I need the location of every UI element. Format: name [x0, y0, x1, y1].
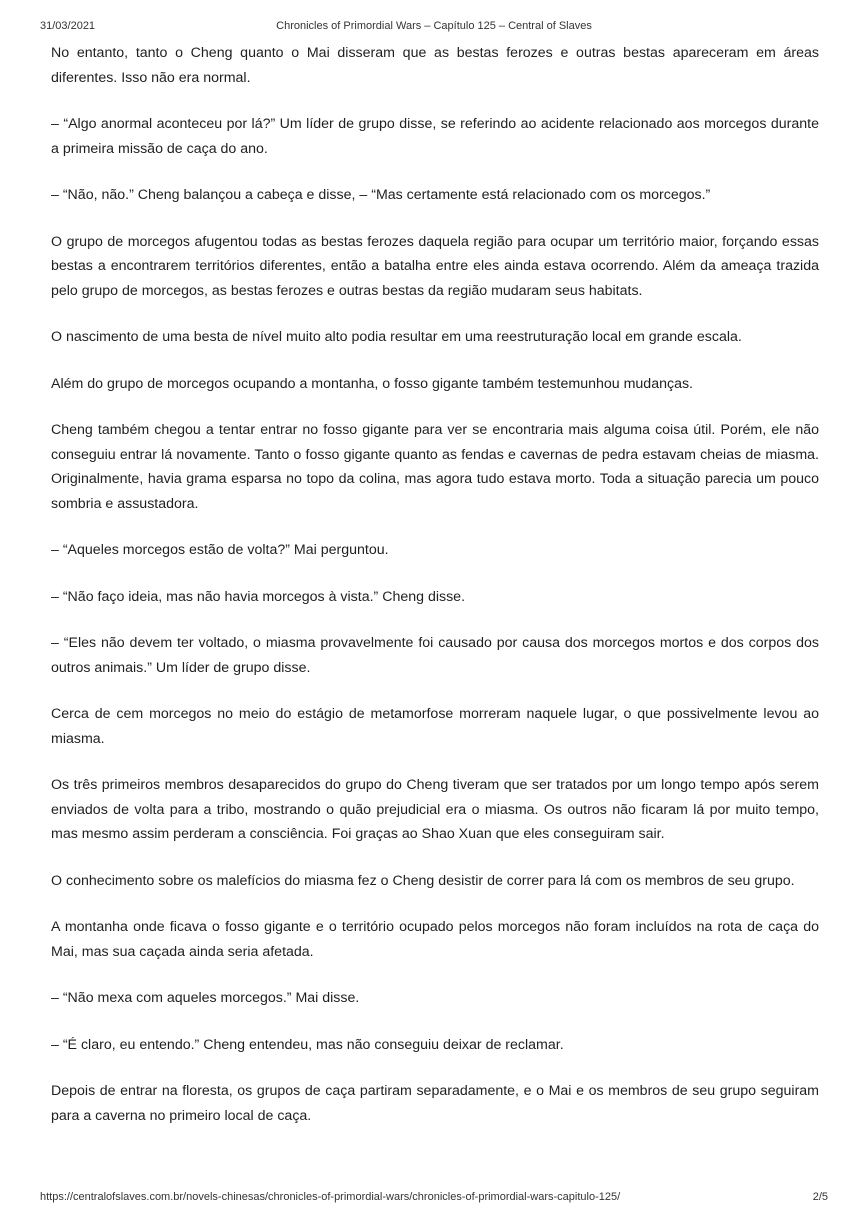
- page-number: 2/5: [812, 1191, 828, 1203]
- paragraph: – “Não mexa com aqueles morcegos.” Mai disse.: [51, 990, 360, 1006]
- paragraph: No entanto, tanto o Cheng quanto o Mai disseram que as bestas ferozes e outras bestas apareceram em áreas diferentes. Isso não era normal.: [51, 45, 819, 86]
- paragraph: O conhecimento sobre os malefícios do miasma fez o Cheng desistir de correr para lá com os membros de seu grupo.: [51, 872, 795, 889]
- paragraph: Os três primeiros membros desaparecidos do grupo do Cheng tiveram que ser tratados por um longo tempo após serem enviados de volta para a tribo, mostrando o quão prejudicial era o miasma. Os outros não ficaram lá por muito tempo, mas mesmo assim perderam a consciência. Foi graças ao Shao Xuan que eles conseguiram sair.: [51, 777, 819, 842]
- paragraph: – “Eles não devem ter voltado, o miasma provavelmente foi causado por causa dos morcegos mortos e dos corpos dos outros animais.” Um líder de grupo disse.: [51, 635, 819, 676]
- chapter-text: [51, 41, 819, 1150]
- paragraph: – “Não, não.” Cheng balançou a cabeça e disse, – “Mas certamente está relacionado com os morcegos.”: [51, 187, 711, 203]
- paragraph: A montanha onde ficava o fosso gigante e o território ocupado pelos morcegos não foram incluídos na rota de caça do Mai, mas sua caçada ainda seria afetada.: [51, 919, 819, 960]
- paragraph: – “Algo anormal aconteceu por lá?” Um líder de grupo disse, se referindo ao acidente relacionado aos morcegos durante a primeira missão de caça do ano.: [51, 116, 819, 157]
- paragraph: O nascimento de uma besta de nível muito alto podia resultar em uma reestruturação local em grande escala.: [51, 329, 742, 345]
- paragraph: O grupo de morcegos afugentou todas as bestas ferozes daquela região para ocupar um território maior, forçando essas bestas a encontrarem territórios diferentes, então a batalha entre eles ainda estava ocorrendo. Além da ameaça trazida pelo grupo de morcegos, as bestas ferozes e outras bestas da região mudaram seus habitats.: [51, 233, 819, 299]
- paragraph: – “É claro, eu entendo.” Cheng entendeu, mas não conseguiu deixar de reclamar.: [51, 1036, 564, 1053]
- paragraph: Além do grupo de morcegos ocupando a montanha, o fosso gigante também testemunhou mudanças.: [51, 375, 693, 392]
- print-date: 31/03/2021: [40, 20, 96, 32]
- paragraph: – “Aqueles morcegos estão de volta?” Mai perguntou.: [51, 542, 389, 558]
- paragraph: Cheng também chegou a tentar entrar no fosso gigante para ver se encontraria mais alguma coisa útil. Porém, ele não conseguiu entrar lá novamente. Tanto o fosso gigante quanto as fendas e cavernas de pedra estavam cheias de miasma. Originalmente, havia grama esparsa no topo da colina, mas agora tudo estava morto. Toda a situação parecia um pouco sombria e assustadora.: [51, 422, 819, 512]
- paragraph: Depois de entrar na floresta, os grupos de caça partiram separadamente, e o Mai e os membros de seu grupo seguiram para a caverna no primeiro local de caça.: [51, 1083, 819, 1124]
- page-url: https://centralofslaves.com.br/novels-chinesas/chronicles-of-primordial-wars/chronicles-of-primordial-wars-capitulo-125/: [40, 1191, 621, 1203]
- page-title: Chronicles of Primordial Wars – Capítulo 125 – Central of Slaves: [276, 20, 592, 32]
- paragraph: Cerca de cem morcegos no meio do estágio de metamorfose morreram naquele lugar, o que possivelmente levou ao miasma.: [51, 706, 819, 747]
- paragraph: – “Não faço ideia, mas não havia morcegos à vista.” Cheng disse.: [51, 588, 466, 605]
